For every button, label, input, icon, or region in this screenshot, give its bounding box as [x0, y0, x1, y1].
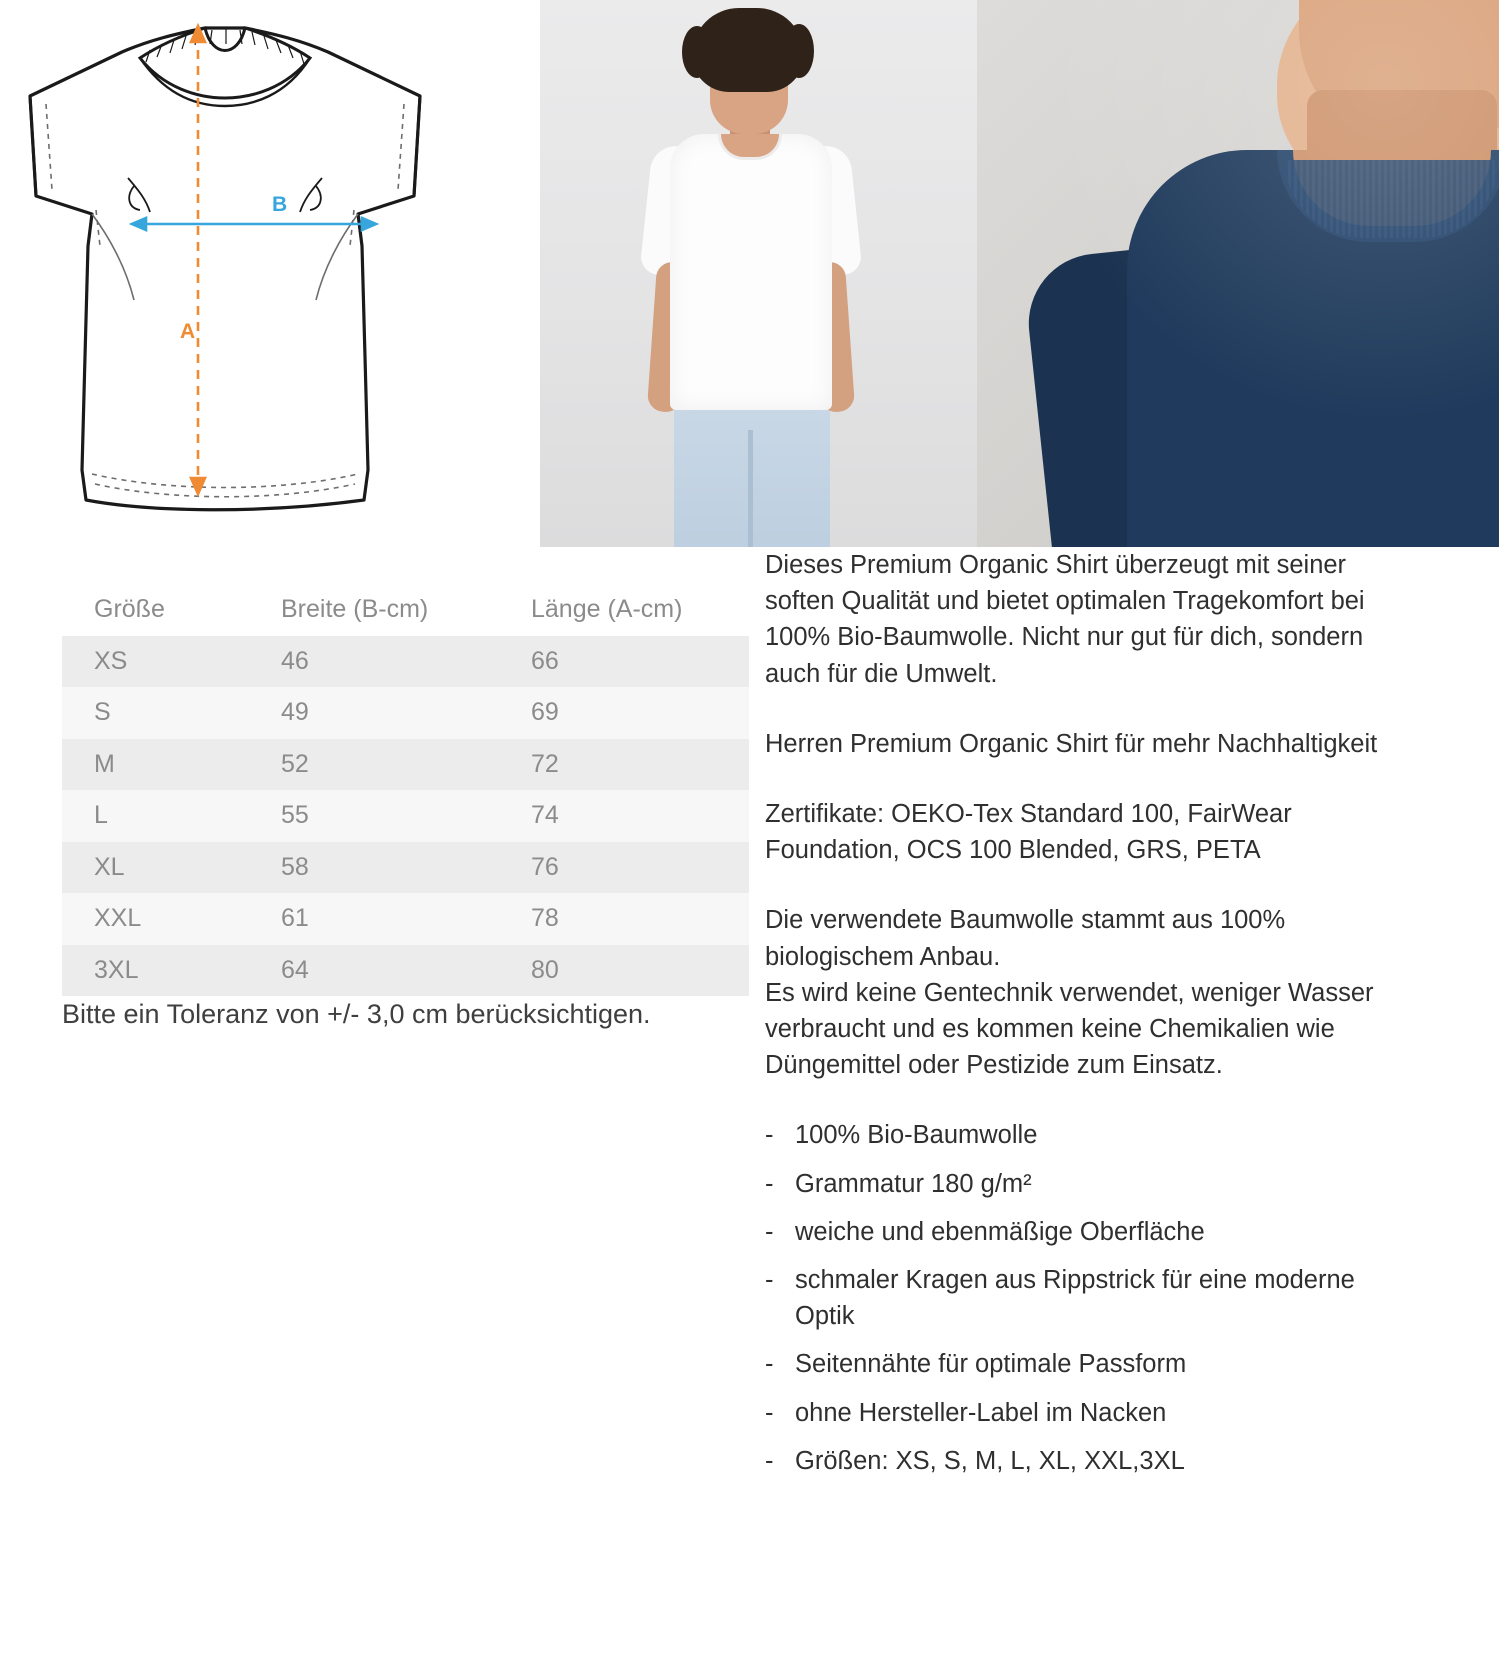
- bullet-marker: -: [765, 1350, 774, 1379]
- list-item: [765, 1214, 1405, 1250]
- feature-text: Seitennähte für optimale Passform: [795, 1350, 1187, 1379]
- description-paragraph-2: Herren Premium Organic Shirt für mehr Nachhaltigkeit: [765, 729, 1378, 758]
- table-row: [62, 687, 749, 739]
- product-image-strip: [0, 0, 1499, 547]
- bullet-marker: -: [765, 1169, 774, 1198]
- cell-size: XL: [94, 852, 125, 881]
- cell-length: 76: [531, 852, 559, 881]
- description-paragraph-4: Die verwendete Baumwolle stammt aus 100% biologischem Anbau.: [765, 906, 1286, 971]
- cell-length: 80: [531, 955, 559, 984]
- cell-width: 58: [281, 852, 309, 881]
- cell-size: XXL: [94, 904, 142, 932]
- feature-text: ohne Hersteller-Label im Nacken: [795, 1398, 1167, 1427]
- list-item: [765, 1346, 1405, 1382]
- table-row: [62, 636, 749, 688]
- table-row: [62, 790, 749, 842]
- feature-list: [765, 1117, 1405, 1479]
- cell-size: M: [94, 749, 115, 778]
- feature-text: schmaler Kragen aus Rippstrick für eine moderne Optik: [795, 1266, 1355, 1331]
- list-item: [765, 1395, 1405, 1431]
- cell-width: 61: [281, 904, 309, 932]
- cell-size: L: [94, 801, 108, 829]
- cell-size: 3XL: [94, 955, 139, 984]
- description-paragraph-5: Es wird keine Gentechnik verwendet, weniger Wasser verbraucht und es kommen keine Chemikalien wie Düngemittel oder Pestizide zum Einsatz.: [765, 978, 1374, 1080]
- model-hair: [692, 8, 804, 92]
- cell-length: 74: [531, 801, 559, 829]
- list-item: [765, 1117, 1405, 1153]
- column-header-size: Größe: [94, 595, 165, 623]
- size-chart-header: [62, 584, 749, 636]
- bullet-marker: -: [765, 1446, 774, 1475]
- cell-length: 78: [531, 904, 559, 932]
- cell-length: 66: [531, 646, 559, 675]
- cell-width: 52: [281, 749, 309, 778]
- feature-text: Grammatur 180 g/m²: [795, 1169, 1032, 1198]
- cell-width: 46: [281, 646, 309, 675]
- cell-width: 55: [281, 801, 309, 829]
- feature-text: Größen: XS, S, M, L, XL, XXL,3XL: [795, 1446, 1185, 1475]
- length-dimension-label: A: [180, 320, 196, 343]
- bullet-marker: -: [765, 1217, 774, 1246]
- description-paragraph-1: Dieses Premium Organic Shirt überzeugt mit seiner soften Qualität und bietet optimalen Tragekomfort bei 100% Bio-Baumwolle. Nicht nur gut für dich, sondern auch für die Umwelt.: [765, 551, 1365, 688]
- model-white-shirt: [670, 134, 832, 410]
- bullet-marker: -: [765, 1398, 774, 1427]
- cell-width: 49: [281, 698, 309, 726]
- description-paragraph-3: Zertifikate: OEKO-Tex Standard 100, FairWear Foundation, OCS 100 Blended, GRS, PETA: [765, 800, 1292, 865]
- list-item: [765, 1166, 1405, 1202]
- size-chart-table: [62, 584, 749, 996]
- cell-size: S: [94, 698, 111, 726]
- list-item: [765, 1443, 1405, 1479]
- description-column: [765, 547, 1405, 1491]
- size-chart-body: [62, 636, 749, 997]
- bullet-marker: -: [765, 1266, 774, 1295]
- detail-photo-lighting: [977, 0, 1499, 547]
- cell-width: 64: [281, 955, 309, 984]
- list-item: [765, 1262, 1405, 1334]
- cell-length: 72: [531, 749, 559, 778]
- column-header-length: Länge (A-cm): [531, 595, 683, 623]
- table-header-row: [62, 584, 749, 636]
- bullet-marker: -: [765, 1121, 774, 1150]
- model-photo: [540, 0, 977, 547]
- cell-size: XS: [94, 646, 128, 675]
- feature-text: 100% Bio-Baumwolle: [795, 1121, 1038, 1150]
- table-row: [62, 739, 749, 791]
- width-dimension-label: B: [272, 193, 288, 216]
- feature-text: weiche und ebenmäßige Oberfläche: [795, 1217, 1205, 1246]
- cell-length: 69: [531, 698, 559, 726]
- technical-drawing-panel: [0, 0, 540, 547]
- table-row: [62, 842, 749, 894]
- table-row: [62, 893, 749, 945]
- tshirt-technical-drawing-icon: [0, 0, 540, 547]
- table-row: [62, 945, 749, 997]
- model-jeans: [674, 400, 830, 547]
- tolerance-note: Bitte ein Toleranz von +/- 3,0 cm berücksichtigen.: [62, 999, 651, 1029]
- column-header-width: Breite (B-cm): [281, 595, 429, 623]
- detail-photo: [977, 0, 1499, 547]
